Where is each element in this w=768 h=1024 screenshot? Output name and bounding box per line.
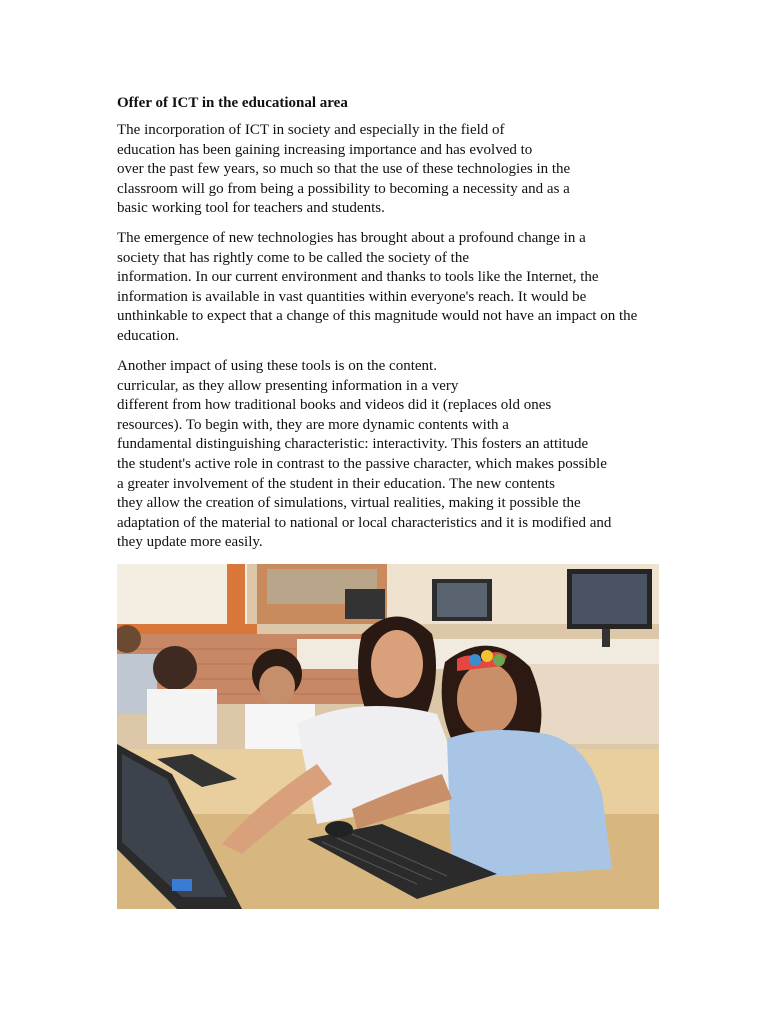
paragraph-line: education. [117, 327, 180, 344]
paragraph-1 [117, 121, 662, 219]
paragraph-line: information. In our current environment and thanks to tools like the Internet, the [117, 269, 599, 286]
paragraph-line: basic working tool for teachers and students. [117, 200, 385, 217]
classroom-photo [117, 564, 659, 909]
paragraph-line: adaptation of the material to national or local characteristics and it is modified and [117, 514, 612, 531]
paragraph-line: fundamental distinguishing characteristic: interactivity. This fosters an attitude [117, 436, 589, 453]
paragraph-line: curricular, as they allow presenting information in a very [117, 377, 459, 394]
paragraph-line: the student's active role in contrast to the passive character, which makes possible [117, 455, 607, 472]
paragraph-line: they update more easily. [117, 534, 263, 551]
paragraph-line: education has been gaining increasing importance and has evolved to [117, 141, 533, 158]
paragraph-line: classroom will go from being a possibility to becoming a necessity and as a [117, 180, 570, 197]
paragraph-line: different from how traditional books and videos did it (replaces old ones [117, 397, 552, 414]
paragraph-line: over the past few years, so much so that the use of these technologies in the [117, 161, 571, 178]
paragraph-line: information is available in vast quantities within everyone's reach. It would be [117, 288, 587, 305]
paragraph-line: Another impact of using these tools is on the content. [117, 358, 437, 374]
paragraph-line: they allow the creation of simulations, virtual realities, making it possible the [117, 495, 581, 512]
paragraph-line: The emergence of new technologies has brought about a profound change in a [117, 230, 586, 246]
paragraph-3 [117, 357, 662, 553]
paragraph-line: The incorporation of ICT in society and especially in the field of [117, 122, 505, 138]
paragraph-line: society that has rightly come to be called the society of the [117, 249, 469, 266]
paragraph-line: unthinkable to expect that a change of this magnitude would not have an impact on the [117, 308, 638, 325]
paragraph-line: resources). To begin with, they are more dynamic contents with a [117, 416, 509, 433]
document-title: Offer of ICT in the educational area [117, 95, 348, 111]
paragraph-line: a greater involvement of the student in their education. The new contents [117, 475, 555, 492]
paragraph-2 [117, 229, 662, 347]
